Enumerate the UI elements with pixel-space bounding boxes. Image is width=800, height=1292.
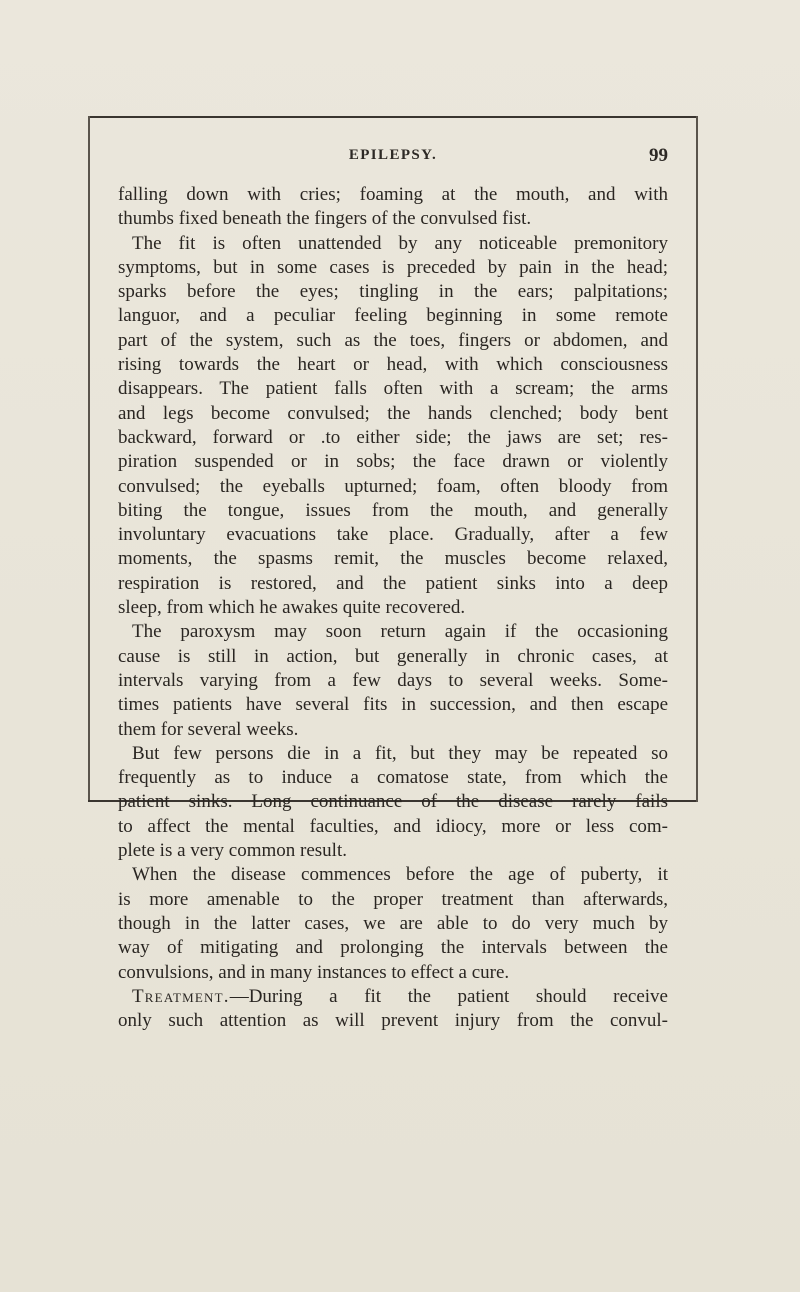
text-line: But few persons die in a fit, but they may be repeated so [132, 742, 668, 764]
text-line: respiration is restored, and the patient sinks into a deep [118, 572, 668, 594]
text-line: biting the tongue, issues from the mouth, and generally [118, 499, 668, 521]
text-line: cause is still in action, but generally in chronic cases, at [118, 645, 668, 667]
text-line: sparks before the eyes; tingling in the ears; palpitations; [118, 281, 668, 303]
page-number: 99 [649, 145, 668, 166]
text-line: backward, forward or .to either side; the jaws are set; res- [118, 426, 668, 448]
text-line: though in the latter cases, we are able to do very much by [118, 912, 668, 934]
page-header [118, 147, 668, 171]
treatment-text: —During a fit the patient should receive [229, 985, 668, 1007]
text-line: plete is a very common result. [118, 840, 347, 862]
text-line: only such attention as will prevent injury from the convul- [118, 1010, 668, 1032]
text-line: The paroxysm may soon return again if the occasioning [132, 621, 668, 643]
text-line: rising towards the heart or head, with which consciousness [118, 354, 668, 376]
text-line: sleep, from which he awakes quite recovered. [118, 597, 466, 619]
page-border-top [88, 116, 698, 118]
body-text [118, 183, 668, 1033]
text-line: and legs become convulsed; the hands clenched; body bent [118, 402, 668, 424]
text-line: falling down with cries; foaming at the mouth, and with [118, 184, 668, 205]
text-line: disappears. The patient falls often with a scream; the arms [118, 378, 668, 400]
text-line: When the disease commences before the age of puberty, it [132, 864, 668, 886]
treatment-line [118, 985, 668, 1009]
text-line: convulsions, and in many instances to effect a cure. [118, 961, 510, 983]
text-line: to affect the mental faculties, and idiocy, more or less com- [118, 815, 668, 837]
page-border-right [696, 116, 698, 802]
text-line: part of the system, such as the toes, fingers or abdomen, and [118, 329, 668, 351]
text-line: moments, the spasms remit, the muscles become relaxed, [118, 548, 668, 570]
text-line: them for several weeks. [118, 718, 299, 740]
page-border-left [88, 116, 90, 802]
text-line: patient sinks. Long continuance of the disease rarely fails [118, 791, 668, 813]
text-line: times patients have several fits in succession, and then escape [118, 694, 668, 716]
text-line: languor, and a peculiar feeling beginning in some remote [118, 305, 668, 327]
text-line: involuntary evacuations take place. Gradually, after a few [118, 524, 668, 546]
text-line: piration suspended or in sobs; the face drawn or violently [118, 451, 668, 473]
text-line: is more amenable to the proper treatment than afterwards, [118, 888, 668, 910]
text-line: symptoms, but in some cases is preceded by pain in the head; [118, 256, 668, 278]
text-line: convulsed; the eyeballs upturned; foam, often bloody from [118, 475, 668, 497]
text-line: intervals varying from a few days to several weeks. Some- [118, 669, 668, 691]
text-line: frequently as to induce a comatose state, from which the [118, 767, 668, 789]
text-line: thumbs fixed beneath the fingers of the convulsed fist. [118, 208, 532, 230]
running-title: EPILEPSY. [348, 147, 438, 163]
text-line: way of mitigating and prolonging the intervals between the [118, 937, 668, 959]
text-line: The fit is often unattended by any noticeable premonitory [132, 232, 668, 254]
treatment-heading: Treatment. [132, 985, 230, 1007]
